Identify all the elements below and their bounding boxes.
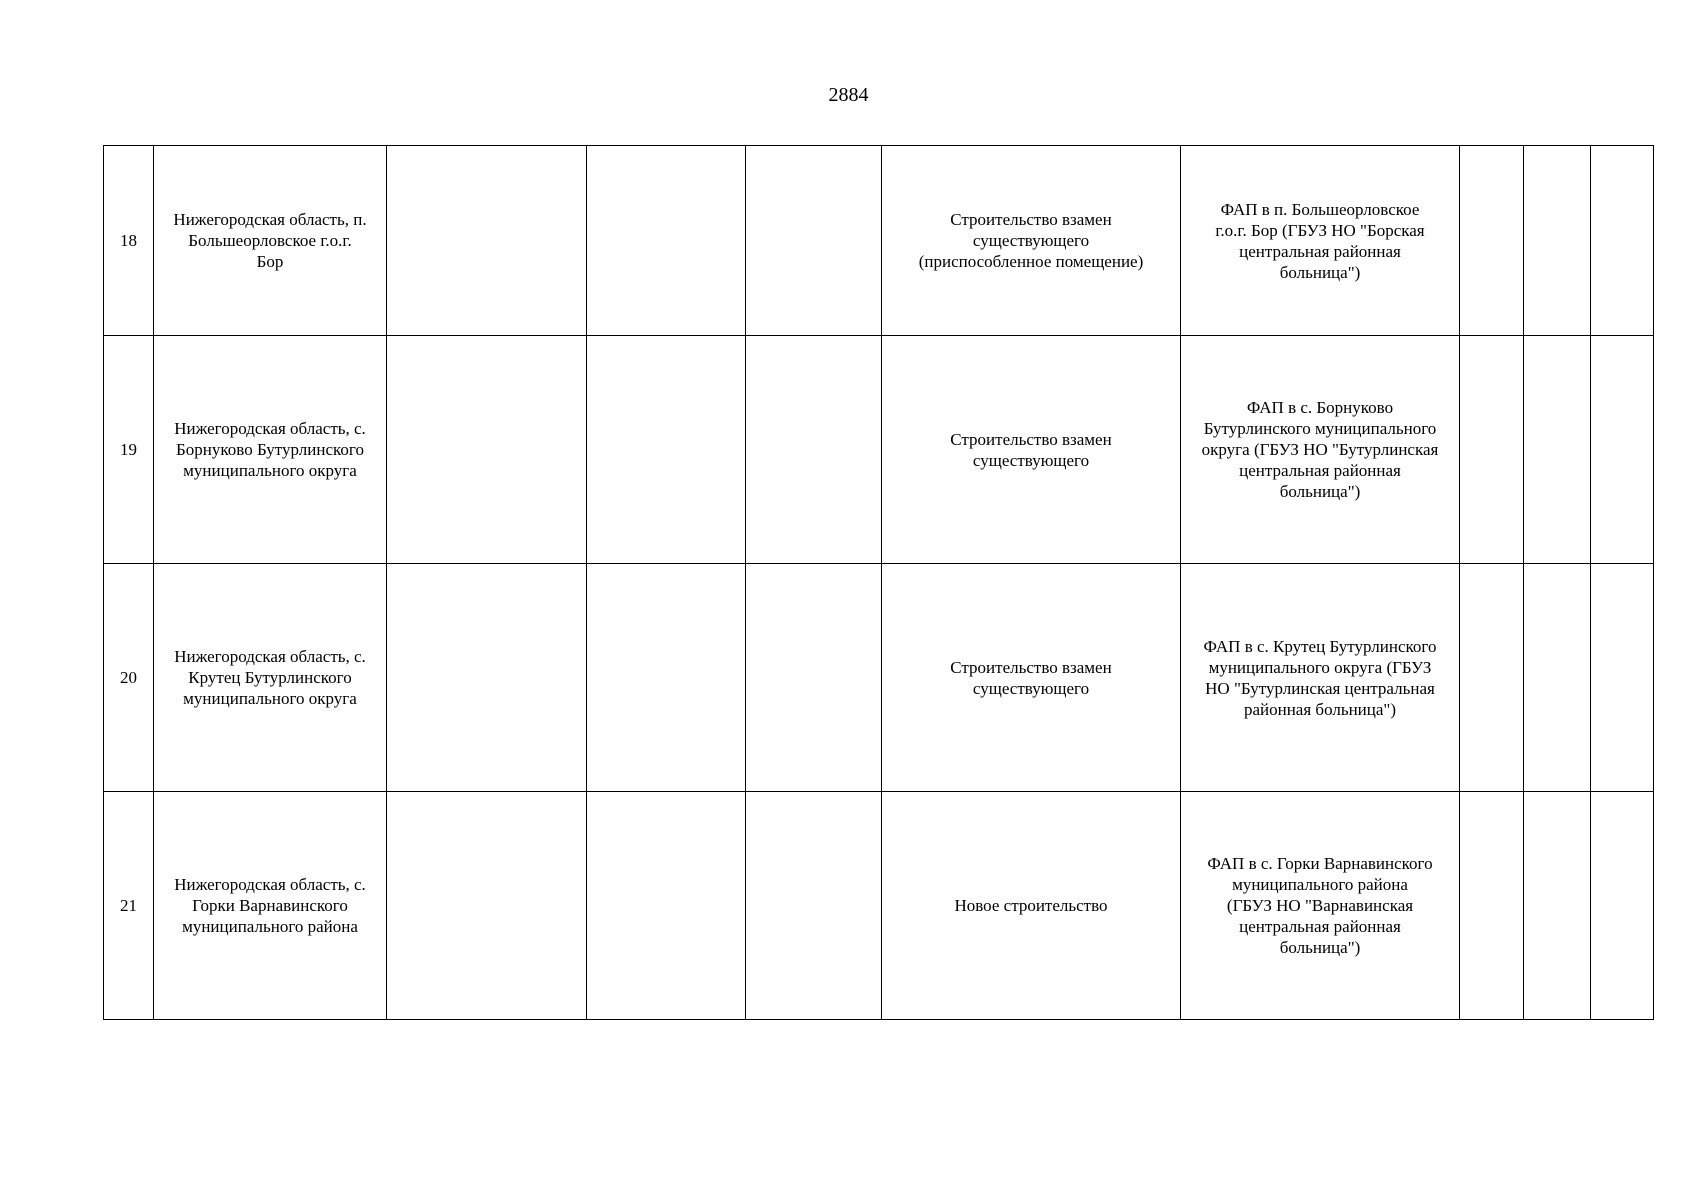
work-type-cell — [882, 792, 1181, 1020]
table-row — [104, 146, 1654, 336]
address-cell — [154, 792, 387, 1020]
empty-cell — [587, 336, 746, 564]
empty-cell — [387, 336, 587, 564]
address-cell — [154, 146, 387, 336]
row-number — [104, 792, 154, 1020]
row-number-text: 18 — [120, 231, 137, 250]
facility-cell — [1181, 146, 1460, 336]
empty-cell — [746, 792, 882, 1020]
address-cell — [154, 564, 387, 792]
work-type-text: Строительство взамен существующего — [950, 657, 1112, 698]
address-cell — [154, 336, 387, 564]
empty-cell — [1524, 146, 1591, 336]
empty-cell — [1591, 564, 1654, 792]
empty-cell — [587, 564, 746, 792]
empty-cell — [1524, 564, 1591, 792]
work-type-text: Новое строительство — [954, 896, 1108, 915]
empty-cell — [1460, 146, 1524, 336]
empty-cell — [1591, 146, 1654, 336]
page-number: 2884 — [828, 84, 869, 106]
facility-cell — [1181, 792, 1460, 1020]
empty-cell — [1524, 336, 1591, 564]
empty-cell — [1591, 792, 1654, 1020]
empty-cell — [387, 146, 587, 336]
row-number — [104, 336, 154, 564]
empty-cell — [1460, 792, 1524, 1020]
facilities-table — [103, 145, 1654, 1020]
row-number-text: 19 — [120, 440, 137, 459]
address-text: Нижегородская область, с. Борнуково Бутурлинского муниципального округа — [174, 419, 366, 480]
work-type-cell — [882, 564, 1181, 792]
empty-cell — [587, 146, 746, 336]
work-type-text: Строительство взамен существующего (приспособленное помещение) — [918, 210, 1144, 271]
row-number — [104, 564, 154, 792]
empty-cell — [746, 146, 882, 336]
table-row — [104, 336, 1654, 564]
empty-cell — [587, 792, 746, 1020]
facility-text: ФАП в с. Борнуково Бутурлинского муниципального округа (ГБУЗ НО "Бутурлинская центральная районная больница") — [1201, 398, 1439, 501]
work-type-text: Строительство взамен существующего — [950, 429, 1112, 470]
empty-cell — [387, 564, 587, 792]
address-text: Нижегородская область, с. Крутец Бутурлинского муниципального округа — [174, 647, 366, 708]
row-number-text: 21 — [120, 896, 137, 915]
row-number-text: 20 — [120, 668, 137, 687]
facility-cell — [1181, 336, 1460, 564]
work-type-cell — [882, 146, 1181, 336]
address-text: Нижегородская область, с. Горки Варнавинского муниципального района — [174, 875, 366, 936]
table-row — [104, 792, 1654, 1020]
row-number — [104, 146, 154, 336]
facility-text: ФАП в с. Горки Варнавинского муниципального района (ГБУЗ НО "Варнавинская центральная районная больница") — [1207, 854, 1433, 957]
empty-cell — [746, 564, 882, 792]
empty-cell — [1524, 792, 1591, 1020]
facility-text: ФАП в с. Крутец Бутурлинского муниципального округа (ГБУЗ НО "Бутурлинская центральная районная больница") — [1203, 636, 1437, 719]
facility-text: ФАП в п. Большеорловское г.о.г. Бор (ГБУЗ НО "Борская центральная районная больница") — [1215, 199, 1425, 282]
empty-cell — [746, 336, 882, 564]
empty-cell — [1591, 336, 1654, 564]
work-type-cell — [882, 336, 1181, 564]
address-text: Нижегородская область, п. Большеорловское г.о.г. Бор — [173, 210, 367, 271]
empty-cell — [1460, 564, 1524, 792]
empty-cell — [1460, 336, 1524, 564]
table-row — [104, 564, 1654, 792]
facility-cell — [1181, 564, 1460, 792]
empty-cell — [387, 792, 587, 1020]
